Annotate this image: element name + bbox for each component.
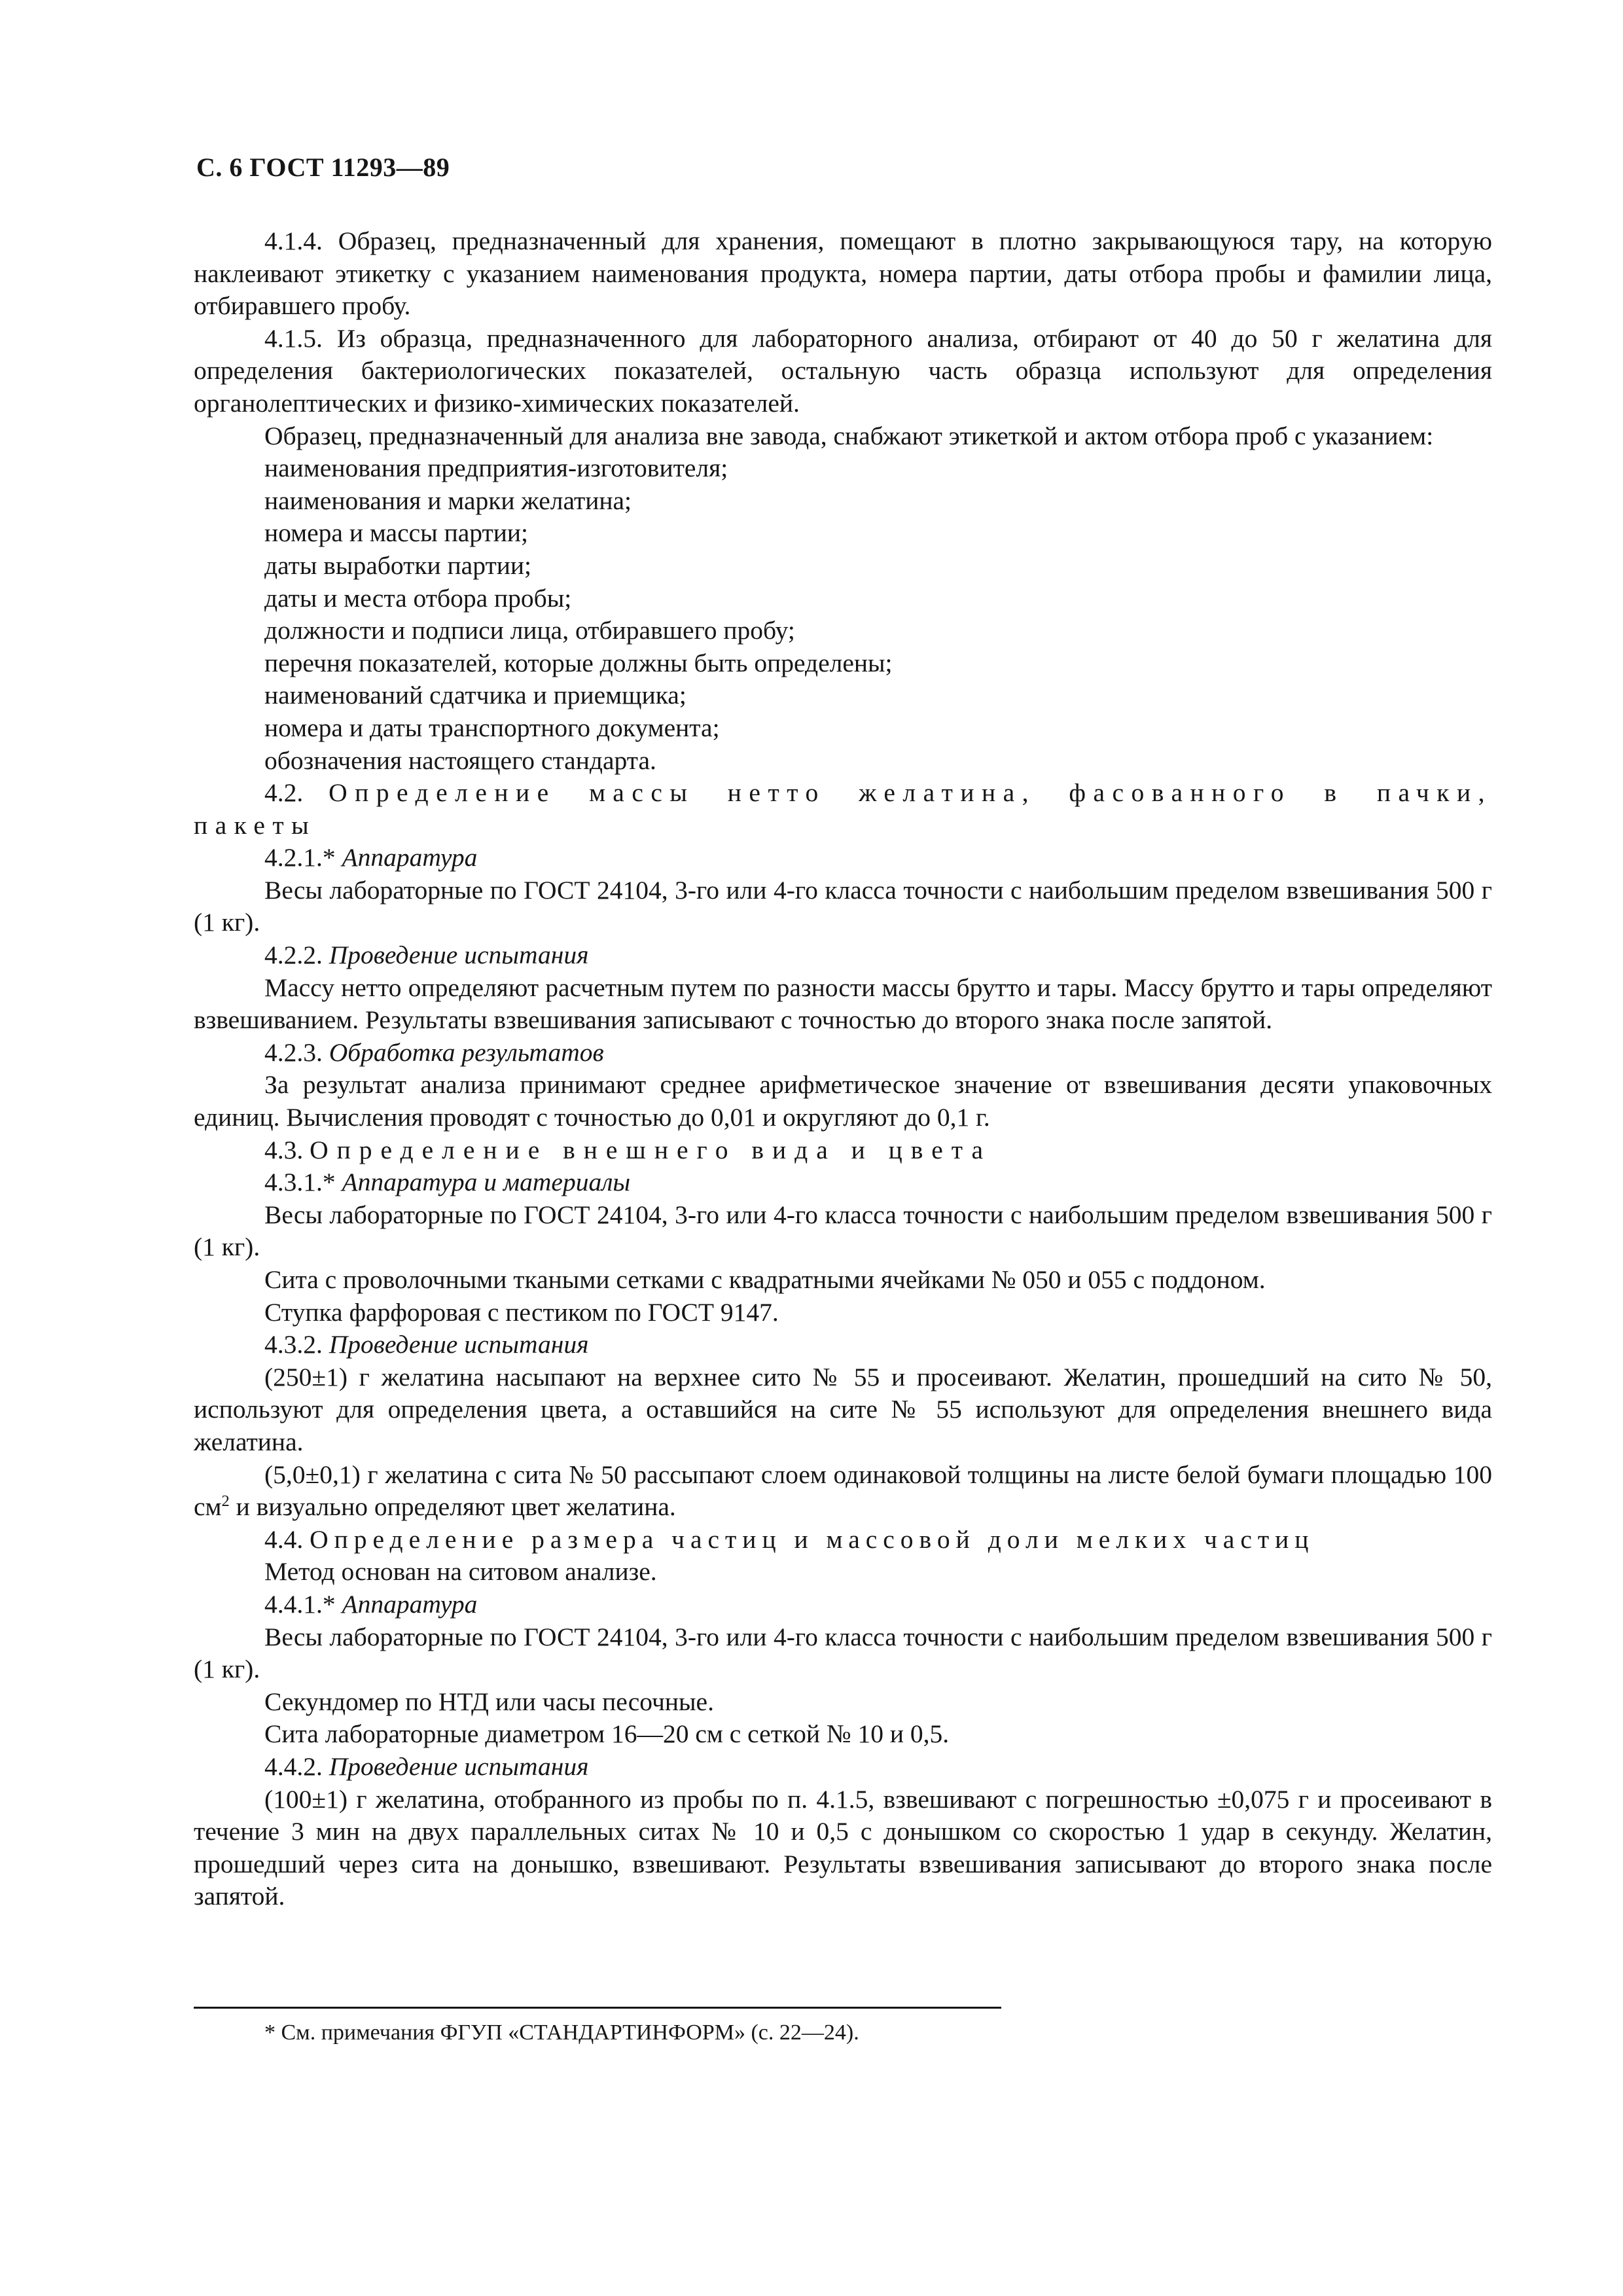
section-heading-4-4: 4.4. Определение размера частиц и массовой доли мелких частиц bbox=[264, 1524, 1315, 1554]
paragraph-4-3-1-mortar: Ступка фарфоровая с пестиком по ГОСТ 9147. bbox=[264, 1297, 779, 1327]
paragraph-sample-label: Образец, предназначенный для анализа вне завода, снабжают этикеткой и актом отбора проб с указанием: bbox=[264, 421, 1434, 450]
list-item: даты выработки партии; bbox=[264, 550, 531, 580]
list-item: обозначения настоящего стандарта. bbox=[264, 745, 656, 775]
paragraph-4-1-5: 4.1.5. Из образца, предназначенного для лабораторного анализа, отбирают от 40 до 50 г желатина для определения бактериологических показателей, остальную часть образца используют для определения органолептических и физико-химических показателей. bbox=[194, 323, 1492, 418]
paragraph-4-3-1-sieves: Сита с проволочными ткаными сетками с квадратными ячейками № 050 и 055 с поддоном. bbox=[264, 1265, 1266, 1294]
list-item: наименования предприятия-изготовителя; bbox=[264, 454, 728, 483]
subsection-heading-4-4-2: 4.4.2. Проведение испытания bbox=[264, 1751, 589, 1781]
label-requirements-list bbox=[194, 452, 1492, 777]
section-heading-4-2: 4.2. Определение массы нетто желатина, фасованного в пачки, пакеты bbox=[194, 778, 1492, 840]
paragraph-4-2-3: За результат анализа принимают среднее арифметическое значение от взвешивания десяти упаковочных единиц. Вычисления проводят с точностью до 0,01 и округляют до 0,1 г. bbox=[194, 1070, 1492, 1132]
paragraph-4-4: Метод основан на ситовом анализе. bbox=[264, 1557, 657, 1587]
subsection-heading-4-3-1: 4.3.1.* Аппаратура и материалы bbox=[264, 1168, 631, 1197]
section-heading-4-3: 4.3. Определение внешнего вида и цвета bbox=[264, 1135, 992, 1164]
footnote-divider bbox=[194, 2007, 1001, 2009]
document-body bbox=[194, 225, 1492, 1913]
paragraph-4-2-2: Массу нетто определяют расчетным путем по разности массы брутто и тары. Массу брутто и тары определяют взвешиванием. Результаты взвешивания записывают с точностью до второго знака после запятой. bbox=[194, 973, 1492, 1035]
paragraph-4-1-4: 4.1.4. Образец, предназначенный для хранения, помещают в плотно закрывающуюся тару, на которую наклеивают этикетку с указанием наименования продукта, номера партии, даты отбора пробы и фамилии лица, отбиравшего пробу. bbox=[194, 226, 1492, 321]
paragraph-4-3-2-sieving: (250±1) г желатина насыпают на верхнее сито № 55 и просеивают. Желатин, прошедший на сито № 50, используют для определения цвета, а оставшийся на сите № 55 используют для определения внешнего вида желатина. bbox=[194, 1362, 1492, 1456]
subsection-heading-4-3-2: 4.3.2. Проведение испытания bbox=[264, 1330, 589, 1359]
paragraph-4-4-1-sieves: Сита лабораторные диаметром 16—20 см с сеткой № 10 и 0,5. bbox=[264, 1719, 950, 1749]
paragraph-4-4-1: Весы лабораторные по ГОСТ 24104, 3-го или 4-го класса точности с наибольшим пределом взвешивания 500 г (1 кг). bbox=[194, 1622, 1492, 1684]
list-item: должности и подписи лица, отбиравшего пробу; bbox=[264, 616, 795, 645]
footnote: * См. примечания ФГУП «СТАНДАРТИНФОРМ» (с. 22—24). bbox=[264, 2020, 859, 2045]
paragraph-4-3-2-color: (5,0±0,1) г желатина с сита № 50 рассыпают слоем одинаковой толщины на листе белой бумаги площадью 100 $см^2$ и визуально определяют цвет желатина. bbox=[194, 1460, 1492, 1522]
list-item: наименований сдатчика и приемщика; bbox=[264, 681, 687, 710]
list-item: номера и даты транспортного документа; bbox=[264, 713, 720, 742]
subsection-heading-4-4-1: 4.4.1.* Аппаратура bbox=[264, 1589, 478, 1619]
list-item: наименования и марки желатина; bbox=[264, 486, 632, 515]
paragraph-4-3-1: Весы лабораторные по ГОСТ 24104, 3-го или 4-го класса точности с наибольшим пределом взвешивания 500 г (1 кг). bbox=[194, 1200, 1492, 1262]
list-item: перечня показателей, которые должны быть определены; bbox=[264, 648, 893, 677]
paragraph-4-4-2: (100±1) г желатина, отобранного из пробы по п. 4.1.5, взвешивают с погрешностью ±0,075 г и просеивают в течение 3 мин на двух параллельных ситах № 10 и 0,5 с донышком со скоростью 1 удар в секунду. Желатин, прошедший через сита на донышко, взвешивают. Результаты взвешивания записывают до второго знака после запятой. bbox=[194, 1784, 1492, 1911]
subsection-heading-4-2-1: 4.2.1.* Аппаратура bbox=[264, 843, 478, 872]
paragraph-4-2-1: Весы лабораторные по ГОСТ 24104, 3-го или 4-го класса точности с наибольшим пределом взвешивания 500 г (1 кг). bbox=[194, 875, 1492, 937]
paragraph-4-4-1-timer: Секундомер по НТД или часы песочные. bbox=[264, 1687, 714, 1716]
subsection-heading-4-2-2: 4.2.2. Проведение испытания bbox=[264, 941, 589, 970]
list-item: номера и массы партии; bbox=[264, 518, 528, 548]
list-item: даты и места отбора пробы; bbox=[264, 583, 572, 613]
subsection-heading-4-2-3: 4.2.3. Обработка результатов bbox=[264, 1037, 604, 1067]
page-header: С. 6 ГОСТ 11293—89 bbox=[196, 152, 450, 182]
